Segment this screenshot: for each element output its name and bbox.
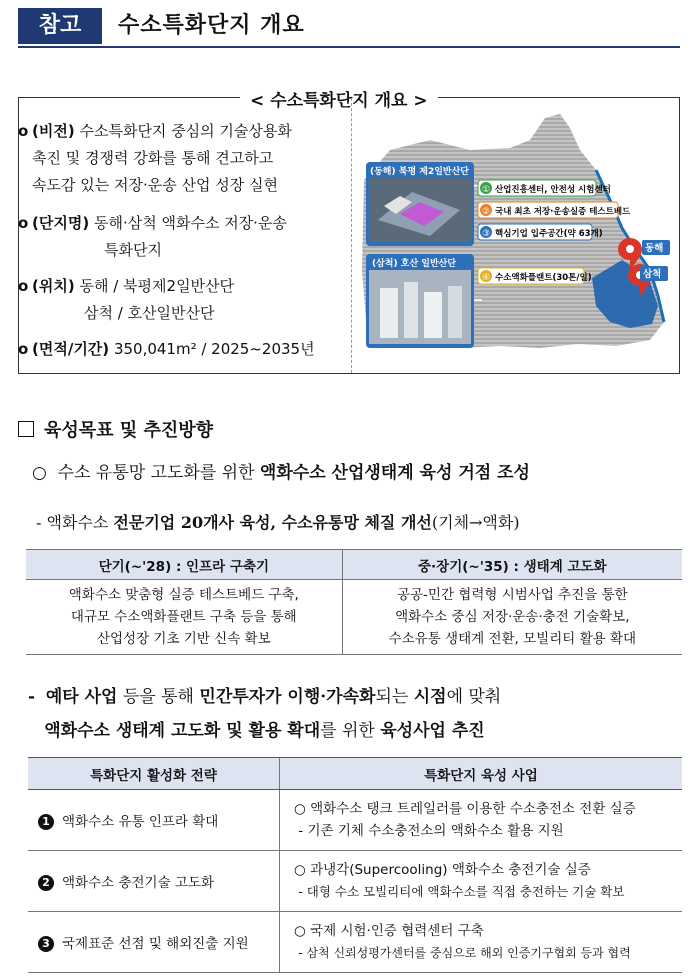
- overview-item-name: o (단지명) 동해·삼척 액화수소 저장·운송 특화단지: [32, 210, 287, 264]
- project-header: 특화단지 육성 사업: [280, 758, 683, 790]
- reference-tag: 참고: [18, 8, 102, 44]
- phase-table: [26, 549, 682, 655]
- goal-subline: - 액화수소 전문기업 20개사 육성, 수소유통망 체질 개선(기체→액화): [36, 513, 520, 532]
- table-row: [28, 851, 682, 912]
- strategy-paragraph: - 예타 사업 등을 통해 민간투자가 이행·가속화되는 시점에 맞춰 액화수소 생태계 고도화 및 활용 확대를 위한 육성사업 추진: [28, 687, 502, 741]
- facility-label-4: [478, 268, 592, 284]
- svg-text:국내 최초 저장·운송실증 테스트베드: 국내 최초 저장·운송실증 테스트베드: [495, 207, 631, 217]
- page-title: 수소특화단지 개요: [118, 13, 305, 38]
- svg-text:②: ②: [482, 207, 491, 217]
- phase-cell-short: 액화수소 맞춤형 실증 테스트베드 구축, 대규모 수소액화플랜트 구축 등을 통해 산업성장 기초 기반 신속 확보: [26, 580, 342, 655]
- goal-line: ○ 수소 유통망 고도화를 위한 액화수소 산업생태계 육성 거점 조성: [32, 463, 530, 483]
- phase-cell-long: 공공-민간 협력형 시범사업 추진을 통한 액화수소 중심 저장·운송·충전 기술확보, 수소유통 생태계 전환, 모빌리티 활용 확대: [342, 580, 682, 655]
- donghae-label: (동해) 북평 제2일반산단: [370, 167, 470, 177]
- svg-text:산업진흥센터, 안전성 시험센터: 산업진흥센터, 안전성 시험센터: [495, 185, 611, 195]
- strategy-header: 특화단지 활성화 전략: [28, 758, 280, 790]
- bullet: o: [18, 214, 29, 232]
- overview-item-area-period: o (면적/기간) 350,041m² / 2025~2035년: [32, 336, 315, 363]
- svg-text:수소액화플랜트(30톤/일): 수소액화플랜트(30톤/일): [495, 273, 592, 283]
- bullet: o: [18, 122, 29, 140]
- table-row: [28, 912, 682, 973]
- strategy-cell: 3 국제표준 선점 및 해외진출 지원: [28, 912, 280, 973]
- number-badge: 2: [38, 875, 54, 891]
- project-cell: ○ 과냉각(Supercooling) 액화수소 충전기술 실증 - 대형 수소 모빌리티에 액화수소를 직접 충전하는 기술 확보: [280, 851, 683, 912]
- samcheok-label: (삼척) 호산 일반산단: [372, 259, 457, 269]
- number-badge: 1: [38, 814, 54, 830]
- facility-label-1: [478, 180, 611, 196]
- facility-label-2: [478, 202, 631, 218]
- overview-divider: [351, 98, 353, 373]
- section-heading: 육성목표 및 추진방향: [18, 416, 213, 442]
- samcheok-pin-label: 삼척: [643, 269, 662, 280]
- project-cell: ○ 액화수소 탱크 트레일러를 이용한 수소충전소 전환 실증 - 기존 기체 수소충전소의 액화수소 활용 지원: [280, 790, 683, 851]
- svg-text:③: ③: [482, 229, 491, 239]
- overview-item-vision: o (비전) 수소특화단지 중심의 기술상용화 촉진 및 경쟁력 강화를 통해 견고하고 속도감 있는 저장·운송 산업 성장 실현: [32, 118, 292, 199]
- doc-header: [18, 8, 680, 46]
- svg-text:핵심기업 입주공간(약 63개): 핵심기업 입주공간(약 63개): [495, 229, 603, 239]
- strategy-cell: 1 액화수소 유통 인프라 확대: [28, 790, 280, 851]
- svg-text:①: ①: [482, 185, 491, 195]
- svg-text:④: ④: [482, 273, 491, 283]
- strategy-cell: 2 액화수소 충전기술 고도화: [28, 851, 280, 912]
- overview-box-title: < 수소특화단지 개요 >: [240, 86, 438, 111]
- facility-label-3: [478, 224, 603, 240]
- header-rule: [18, 46, 680, 48]
- bullet: o: [18, 340, 29, 358]
- number-badge: 3: [38, 936, 54, 952]
- phase-header-long: 중·장기(~'35) : 생태계 고도화: [342, 550, 682, 580]
- phase-header-short: 단기(~'28) : 인프라 구축기: [26, 550, 342, 580]
- table-row: [28, 790, 682, 851]
- donghae-pin-label: 동해: [645, 243, 664, 254]
- checkbox-square-icon: [18, 421, 34, 437]
- strategy-table: [28, 757, 682, 973]
- site-map-figure: [360, 110, 672, 360]
- overview-item-location: o (위치) 동해 / 북평제2일반산단 삼척 / 호산일반산단: [32, 273, 234, 327]
- project-cell: ○ 국제 시험·인증 협력센터 구축 - 삼척 신뢰성평가센터를 중심으로 해외 인증기구협회 등과 협력: [280, 912, 683, 973]
- bullet: o: [18, 277, 29, 295]
